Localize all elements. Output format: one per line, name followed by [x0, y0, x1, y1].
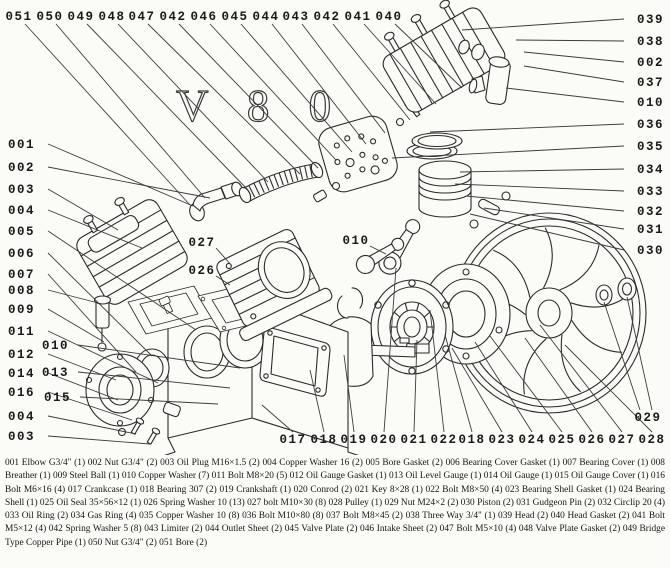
callout-021: 021 — [400, 433, 428, 447]
callout-042: 042 — [159, 10, 187, 24]
callout-041: 041 — [344, 10, 372, 24]
callout-010: 010 — [636, 96, 664, 110]
callout-024: 024 — [518, 433, 546, 447]
bearing-shell — [371, 280, 453, 374]
callout-003: 003 — [8, 430, 36, 444]
callout-008: 008 — [8, 284, 36, 298]
callout-043: 043 — [282, 10, 310, 24]
leader-line — [430, 124, 624, 132]
leader-line — [48, 144, 193, 206]
steel-ball — [98, 343, 106, 351]
callout-039: 039 — [636, 13, 664, 27]
leader-line — [455, 184, 624, 191]
leader-line — [48, 290, 102, 304]
callout-027: 027 — [608, 433, 636, 447]
leader-line — [524, 66, 624, 82]
callout-013: 013 — [42, 366, 70, 380]
callout-012: 012 — [8, 348, 36, 362]
leader-line — [48, 436, 150, 444]
callout-001: 001 — [8, 138, 36, 152]
head-bolt — [410, 13, 429, 37]
callout-018: 018 — [310, 433, 338, 447]
head-bolt — [82, 214, 99, 234]
callout-003: 003 — [8, 183, 36, 197]
callout-028: 028 — [638, 433, 666, 447]
leader-line — [460, 169, 624, 172]
callout-005: 005 — [8, 225, 36, 239]
callout-010: 010 — [342, 234, 370, 248]
callout-026: 026 — [578, 433, 606, 447]
parts-list: 001 Elbow G3/4" (1) 002 Nut G3/4" (2) 003 Oil Plug M16×1.5 (2) 004 Copper Washer 16 (2) 005 Bore Gasket (2) 006 Bearing Cover Gasket (1) 007 Bearing Cover (1) 008 Breather (1) 009 Steel Ball (1) 010 Copper Washer (7) 011 Bolt M8×20 (5) 012 Oil Gauge Gasket (1) 013 Oil Level Gauge (1) 014 Oil Gauge (1) 015 Oil Gauge Cover (1) 016 Bolt M6×16 (4) 017 Crankcase (1) 018 Bearing 307 (2) 019 Crankshaft (1) 020 Conrod (2) 021 Key 8×28 (1) 022 Bolt M8×50 (4) 023 Bearing Shell Gasket (1) 024 Bearing Shell (1) 025 Oil Seal 35×56×12 (1) 026 Spring Washer 10 (13) 027 bolt M10×30 (8) 028 Pulley (1) 029 Nut M24×2 (2) 030 Piston (2) 031 Gudgeon Pin (2) 032 Circlip 20 (4) 033 Oil Ring (2) 034 Gas Ring (4) 035 Copper Washer 10 (8) 036 Bolt M10×80 (8) 037 Bolt M8×45 (2) 038 Three Way 3/4" (1) 039 Head (2) 040 Head Gasket (2) 041 Bolt M5×12 (4) 042 Spring Washer 5 (8) 043 Limiter (2) 044 Outlet Sheet (2) 045 Valve Plate (2) 046 Intake Sheet (2) 047 Bolt M5×10 (4) 048 Valve Plate Gasket (2) 049 Bridge Type Copper Pipe (1) 050 Nut G3/4" (2) 051 Bore (2) — [5, 458, 665, 548]
key — [400, 338, 409, 343]
callout-040: 040 — [375, 10, 403, 24]
callout-007: 007 — [8, 268, 36, 282]
callout-019: 019 — [340, 433, 368, 447]
callout-015: 015 — [44, 391, 72, 405]
washer — [333, 183, 340, 190]
callout-035: 035 — [636, 140, 664, 154]
model-label: V 8 0 — [176, 81, 346, 131]
callout-017: 017 — [279, 433, 307, 447]
callout-051: 051 — [5, 10, 33, 24]
callout-022: 022 — [430, 433, 458, 447]
callout-014: 014 — [8, 367, 36, 381]
callout-029: 029 — [634, 411, 662, 425]
leader-line — [516, 40, 624, 41]
callout-006: 006 — [8, 247, 36, 261]
callout-016: 016 — [8, 386, 36, 400]
callout-038: 038 — [636, 35, 664, 49]
callout-020: 020 — [370, 433, 398, 447]
callout-037: 037 — [636, 76, 664, 90]
piston — [419, 161, 471, 217]
callout-034: 034 — [636, 163, 664, 177]
leader-line — [524, 52, 624, 62]
callout-030: 030 — [636, 244, 664, 258]
callout-033: 033 — [636, 185, 664, 199]
callout-002: 002 — [8, 161, 36, 175]
gudgeon-pin — [477, 198, 501, 216]
circlip — [470, 220, 478, 228]
callout-050: 050 — [36, 10, 64, 24]
callout-026: 026 — [188, 264, 216, 278]
callout-044: 044 — [252, 10, 280, 24]
callout-049: 049 — [67, 10, 95, 24]
callout-042: 042 — [313, 10, 341, 24]
bridge-copper-pipe — [237, 161, 325, 205]
leader-line — [25, 24, 190, 205]
callout-036: 036 — [636, 118, 664, 132]
callout-023: 023 — [488, 433, 516, 447]
leader-line — [48, 167, 210, 198]
callout-048: 048 — [98, 10, 126, 24]
piston-assembly — [407, 133, 510, 228]
head-bolt — [113, 196, 130, 216]
callout-046: 046 — [190, 10, 218, 24]
callout-047: 047 — [128, 10, 156, 24]
leader-line — [506, 88, 624, 102]
callout-004: 004 — [8, 204, 36, 218]
callout-009: 009 — [8, 303, 36, 317]
callout-025: 025 — [548, 433, 576, 447]
callout-032: 032 — [636, 205, 664, 219]
circlip — [502, 192, 510, 200]
breather — [95, 296, 111, 351]
callout-031: 031 — [636, 223, 664, 237]
callout-011: 011 — [8, 325, 36, 339]
washer — [397, 119, 404, 126]
callout-002: 002 — [636, 56, 664, 70]
head-bolt — [439, 0, 457, 21]
callout-018: 018 — [458, 433, 486, 447]
callout-004: 004 — [8, 410, 36, 424]
head-bolt — [383, 31, 401, 53]
callout-045: 045 — [221, 10, 249, 24]
callout-010: 010 — [42, 339, 70, 353]
callout-027: 027 — [188, 236, 216, 250]
